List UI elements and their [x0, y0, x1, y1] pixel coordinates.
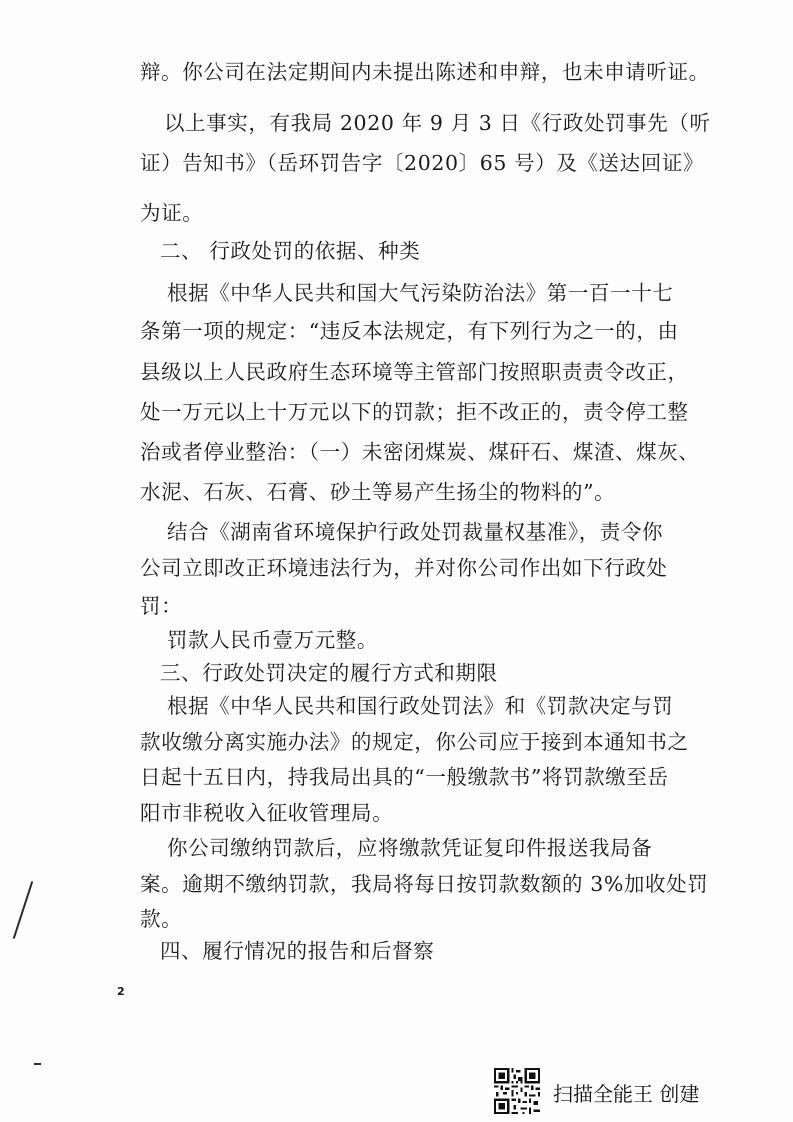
- text-line: 案。逾期不缴纳罚款，我局将每日按罚款数额的 3%加收处罚: [140, 872, 709, 896]
- text-line: 水泥、石灰、石膏、砂土等易产生扬尘的物料的”。: [140, 480, 616, 504]
- page-number: 2: [117, 985, 125, 998]
- text-line: 治或者停业整治：（一）未密闭煤炭、煤矸石、煤渣、煤灰、: [140, 440, 700, 464]
- text-line: 结合《湖南省环境保护行政处罚裁量权基准》，责令你: [167, 520, 664, 544]
- text-line: 款。: [140, 907, 183, 931]
- penalty-amount: 罚款人民币壹万元整。: [167, 628, 378, 652]
- scan-edge-line: [13, 881, 33, 939]
- text-line: 日起十五日内，持我局出具的“一般缴款书”将罚款缴至岳: [140, 765, 669, 789]
- section-heading: 三、行政处罚决定的履行方式和期限: [160, 661, 498, 685]
- section-heading: 二、 行政处罚的依据、种类: [160, 239, 421, 263]
- section-heading: 四、履行情况的报告和后督察: [160, 939, 435, 963]
- text-line: 罚：: [140, 594, 183, 618]
- text-line: 阳市非税收入征收管理局。: [140, 801, 394, 825]
- text-line: 以上事实，有我局 2020 年 9 月 3 日《行政处罚事先（听: [164, 111, 711, 135]
- text-line: 辩。你公司在法定期间内未提出陈述和申辩，也未申请听证。: [140, 60, 710, 84]
- qr-code-icon: [494, 1068, 540, 1114]
- text-line: 县级以上人民政府生态环境等主管部门按照职责责令改正，: [140, 360, 689, 384]
- text-line: 公司立即改正环境违法行为，并对你公司作出如下行政处: [140, 556, 668, 580]
- text-line: 为证。: [140, 201, 204, 225]
- scanner-watermark-text: 扫描全能王 创建: [553, 1082, 700, 1106]
- text-line: 根据《中华人民共和国行政处罚法》和《罚款决定与罚: [167, 694, 674, 718]
- text-line: 处一万元以上十万元以下的罚款；拒不改正的，责令停工整: [140, 400, 689, 424]
- scan-edge-line: [34, 1063, 41, 1065]
- text-line: 条第一项的规定：“违反本法规定，有下列行为之一的，由: [140, 319, 679, 343]
- text-line: 证）告知书》（岳环罚告字〔2020〕65 号）及《送达回证》: [140, 151, 705, 175]
- text-line: 根据《中华人民共和国大气污染防治法》第一百一十七: [167, 281, 674, 305]
- text-line: 你公司缴纳罚款后，应将缴款凭证复印件报送我局备: [167, 836, 653, 860]
- text-line: 款收缴分离实施办法》的规定，你公司应于接到本通知书之: [140, 730, 689, 754]
